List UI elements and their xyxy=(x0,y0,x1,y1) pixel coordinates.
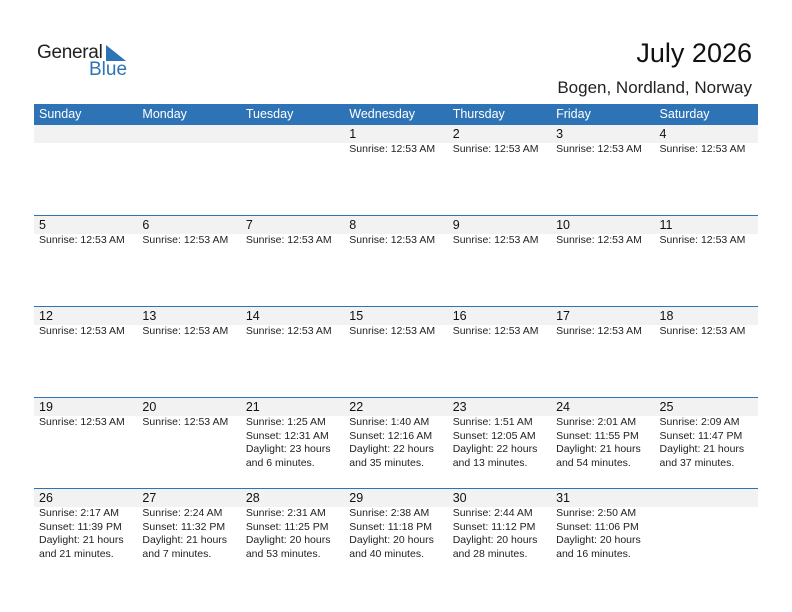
day-number: 25 xyxy=(659,400,674,414)
sun-info: Sunset: 11:32 PM xyxy=(142,520,226,533)
empty-cell xyxy=(34,125,137,157)
day-cell xyxy=(137,489,240,561)
sun-info: Sunrise: 12:53 AM xyxy=(556,234,642,246)
sun-info: Daylight: 21 hours xyxy=(556,443,641,455)
sun-info: Sunrise: 2:24 AM xyxy=(142,507,223,519)
weekday-sunday: Sunday xyxy=(39,107,82,121)
day-cell xyxy=(241,216,344,248)
weekday-header xyxy=(34,104,758,125)
weekday-wednesday: Wednesday xyxy=(349,107,416,121)
day-cell xyxy=(344,489,447,561)
day-number: 20 xyxy=(142,400,157,414)
sun-info: and 40 minutes. xyxy=(349,547,424,560)
day-number: 11 xyxy=(659,218,673,232)
day-cell xyxy=(34,398,137,470)
day-number: 12 xyxy=(39,309,53,323)
sun-info: Sunrise: 12:53 AM xyxy=(452,234,539,246)
sun-info: Daylight: 20 hours xyxy=(452,534,538,546)
day-number: 5 xyxy=(39,218,46,232)
sun-info: Sunrise: 12:53 AM xyxy=(659,234,746,246)
day-number: 8 xyxy=(349,218,357,232)
sun-info: Sunrise: 1:25 AM xyxy=(245,416,326,428)
day-cell xyxy=(655,216,758,248)
sun-info: Sunrise: 12:53 AM xyxy=(349,234,436,246)
sun-info: Daylight: 21 hours xyxy=(142,534,228,546)
sun-info: Sunset: 11:18 PM xyxy=(349,520,432,533)
sun-info: Sunrise: 2:50 AM xyxy=(556,507,637,519)
sun-info: Sunrise: 1:51 AM xyxy=(452,416,533,428)
day-cell xyxy=(448,489,551,561)
day-number: 14 xyxy=(245,309,260,323)
sun-info: Sunrise: 12:53 AM xyxy=(142,234,229,246)
day-cell xyxy=(655,125,758,157)
empty-cell xyxy=(655,489,758,561)
weekday-tuesday: Tuesday xyxy=(245,107,294,121)
sun-info: Sunrise: 12:53 AM xyxy=(659,143,746,155)
day-number: 9 xyxy=(452,218,460,232)
sun-info: Sunrise: 12:53 AM xyxy=(39,234,125,246)
day-cell xyxy=(34,216,137,248)
day-number: 29 xyxy=(349,491,364,505)
day-cell xyxy=(344,398,447,470)
sun-info: and 16 minutes. xyxy=(556,547,631,560)
day-cell xyxy=(241,398,344,470)
day-cell xyxy=(448,307,551,339)
sun-info: Sunrise: 12:53 AM xyxy=(349,325,436,337)
day-number: 23 xyxy=(452,400,467,414)
sun-info: Sunrise: 1:40 AM xyxy=(349,416,430,428)
week-row xyxy=(34,488,758,579)
sun-info: Daylight: 20 hours xyxy=(556,534,641,546)
day-number: 30 xyxy=(452,491,467,505)
day-number: 21 xyxy=(245,400,260,414)
day-number: 13 xyxy=(142,309,157,323)
day-cell xyxy=(34,307,137,339)
sun-info: Sunrise: 12:53 AM xyxy=(556,325,642,337)
sun-info: Sunset: 11:12 PM xyxy=(452,520,536,533)
sun-info: Sunset: 11:25 PM xyxy=(245,520,329,533)
day-cell xyxy=(551,489,654,561)
sun-info: Sunrise: 12:53 AM xyxy=(659,325,746,337)
sun-info: Sunset: 11:47 PM xyxy=(659,429,743,442)
sun-info: Sunrise: 12:53 AM xyxy=(142,416,229,428)
day-number: 4 xyxy=(659,127,667,141)
sun-info: and 21 minutes. xyxy=(39,547,114,560)
day-number: 19 xyxy=(39,400,53,414)
sun-info: Sunrise: 2:31 AM xyxy=(245,507,326,519)
sun-info: Sunrise: 2:09 AM xyxy=(659,416,740,428)
day-cell xyxy=(551,216,654,248)
day-cell xyxy=(448,398,551,470)
sun-info: Sunrise: 12:53 AM xyxy=(452,143,539,155)
day-cell xyxy=(344,307,447,339)
day-number: 31 xyxy=(556,491,571,505)
sun-info: Sunset: 11:55 PM xyxy=(556,429,639,442)
empty-cell xyxy=(137,125,240,157)
day-number: 2 xyxy=(452,127,460,141)
sun-info: Sunrise: 2:44 AM xyxy=(452,507,533,519)
weekday-saturday: Saturday xyxy=(659,107,710,121)
day-cell xyxy=(655,307,758,339)
day-number: 16 xyxy=(452,309,467,323)
day-cell xyxy=(551,125,654,157)
sun-info: Daylight: 21 hours xyxy=(39,534,124,546)
sun-info: Daylight: 23 hours xyxy=(245,443,331,455)
sun-info: Sunrise: 2:17 AM xyxy=(39,507,119,519)
sun-info: Sunset: 12:31 AM xyxy=(245,429,329,442)
week-row xyxy=(34,306,758,397)
sun-info: and 53 minutes. xyxy=(245,547,321,560)
day-cell xyxy=(137,307,240,339)
empty-cell xyxy=(241,125,344,157)
day-cell xyxy=(655,398,758,470)
location: Bogen, Nordland, Norway xyxy=(557,78,752,97)
day-number: 28 xyxy=(245,491,260,505)
sun-info: and 28 minutes. xyxy=(452,547,528,560)
sun-info: Daylight: 22 hours xyxy=(349,443,434,455)
day-number: 7 xyxy=(245,218,253,232)
sun-info: and 37 minutes. xyxy=(659,456,735,469)
sun-info: Sunset: 12:05 AM xyxy=(452,429,536,442)
sun-info: and 13 minutes. xyxy=(452,456,528,469)
weekday-friday: Friday xyxy=(556,107,591,121)
sun-info: Sunrise: 12:53 AM xyxy=(349,143,436,155)
logo-blue: Blue xyxy=(89,59,128,80)
day-number: 3 xyxy=(556,127,564,141)
sun-info: Daylight: 22 hours xyxy=(452,443,538,455)
day-cell xyxy=(448,125,551,157)
day-number: 18 xyxy=(659,309,674,323)
sun-info: and 35 minutes. xyxy=(349,456,424,469)
sun-info: Sunrise: 12:53 AM xyxy=(142,325,229,337)
day-cell xyxy=(344,125,447,157)
sun-info: Sunrise: 2:01 AM xyxy=(556,416,637,428)
sun-info: Sunrise: 12:53 AM xyxy=(245,234,332,246)
logo-general: General xyxy=(37,42,103,63)
day-number: 10 xyxy=(556,218,571,232)
sun-info: Sunrise: 12:53 AM xyxy=(452,325,539,337)
day-number: 1 xyxy=(349,127,357,141)
week-row xyxy=(34,125,758,215)
day-cell xyxy=(137,398,240,470)
sun-info: Sunrise: 12:53 AM xyxy=(245,325,332,337)
sun-info: Sunset: 11:06 PM xyxy=(556,520,639,533)
day-number: 15 xyxy=(349,309,364,323)
sun-info: Daylight: 21 hours xyxy=(659,443,745,455)
day-number: 17 xyxy=(556,309,571,323)
calendar xyxy=(34,104,758,579)
day-number: 27 xyxy=(142,491,157,505)
day-cell xyxy=(344,216,447,248)
day-cell xyxy=(551,307,654,339)
sun-info: and 54 minutes. xyxy=(556,456,631,469)
day-number: 6 xyxy=(142,218,150,232)
week-row xyxy=(34,397,758,488)
weekday-thursday: Thursday xyxy=(452,107,505,121)
sun-info: Sunrise: 12:53 AM xyxy=(39,416,125,428)
sun-info: Sunrise: 2:38 AM xyxy=(349,507,430,519)
page-title: July 2026 xyxy=(636,38,752,68)
sun-info: Sunset: 11:39 PM xyxy=(39,520,122,533)
day-number: 26 xyxy=(39,491,53,505)
day-cell xyxy=(448,216,551,248)
day-cell xyxy=(34,489,137,561)
sun-info: and 6 minutes. xyxy=(245,456,315,469)
week-row xyxy=(34,215,758,306)
sun-info: and 7 minutes. xyxy=(142,547,212,560)
day-cell xyxy=(551,398,654,470)
day-cell xyxy=(241,489,344,561)
day-cell xyxy=(137,216,240,248)
day-number: 24 xyxy=(556,400,571,414)
sun-info: Sunrise: 12:53 AM xyxy=(556,143,642,155)
day-cell xyxy=(241,307,344,339)
sun-info: Sunrise: 12:53 AM xyxy=(39,325,125,337)
logo xyxy=(37,42,128,80)
weekday-monday: Monday xyxy=(142,107,187,121)
sun-info: Daylight: 20 hours xyxy=(349,534,434,546)
sun-info: Daylight: 20 hours xyxy=(245,534,331,546)
day-number: 22 xyxy=(349,400,364,414)
sun-info: Sunset: 12:16 AM xyxy=(349,429,433,442)
